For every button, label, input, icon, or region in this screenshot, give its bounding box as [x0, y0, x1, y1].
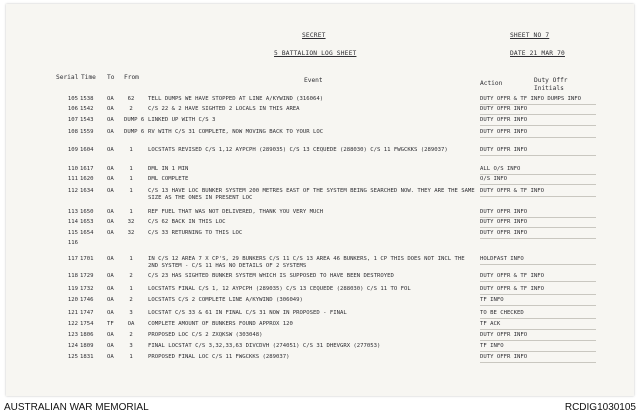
- archive-credit: AUSTRALIAN WAR MEMORIAL: [4, 402, 149, 413]
- time-cell: 1542: [80, 106, 94, 112]
- to-cell: OA: [107, 209, 114, 215]
- from-cell: 1: [129, 286, 133, 292]
- action-rule-line: [480, 362, 596, 363]
- serial-cell: 118: [67, 273, 78, 279]
- event-cell: LOCSTATS FINAL C/S 1, 12 AYPCPH (289035) C/S 13 CEQUEDE (288030) C/S 11 TO FOL: [148, 286, 411, 292]
- time-cell: 1701: [80, 256, 94, 262]
- to-cell: OA: [107, 106, 114, 112]
- action-rule-line: [480, 318, 596, 319]
- serial-cell: 106: [67, 106, 78, 112]
- to-cell: OA: [107, 230, 114, 236]
- serial-cell: 105: [67, 96, 78, 102]
- time-cell: 1754: [80, 321, 94, 327]
- action-cell: TO BE CHECKED: [480, 310, 524, 316]
- event-cell: COMPLETE AMOUNT OF BUNKERS FOUND APPROX 120: [148, 321, 293, 327]
- event-cell: LOCSTATS C/S 2 COMPLETE LINE A/KYWIND (306049): [148, 297, 303, 303]
- action-cell: DUTY OFFR & TF INFO: [480, 286, 544, 292]
- to-cell: OA: [107, 219, 114, 225]
- from-cell: 1: [129, 188, 133, 194]
- action-cell: ALL O/S INFO: [480, 166, 521, 172]
- time-cell: 1650: [80, 209, 94, 215]
- serial-cell: 119: [67, 286, 78, 292]
- action-cell: TF INFO: [480, 297, 504, 303]
- action-cell: TF INFO: [480, 343, 504, 349]
- time-cell: 1809: [80, 343, 94, 349]
- log-row: [6, 129, 634, 141]
- event-cell: C/S 62 BACK IN THIS LOC: [148, 219, 226, 225]
- to-cell: OA: [107, 297, 114, 303]
- time-cell: 1559: [80, 129, 94, 135]
- time-cell: 1654: [80, 230, 94, 236]
- classification-marking: SECRET: [302, 32, 326, 39]
- time-cell: 1746: [80, 297, 94, 303]
- to-cell: OA: [107, 273, 114, 279]
- action-cell: HOLDFAST INFO: [480, 256, 524, 262]
- document-id: RCDIG1030105: [564, 402, 636, 413]
- serial-cell: 117: [67, 256, 78, 262]
- column-header-duty-offr: Duty Offr: [534, 77, 568, 84]
- log-row: [6, 188, 634, 200]
- serial-cell: 120: [67, 297, 78, 303]
- to-cell: OA: [107, 332, 114, 338]
- event-cell: TELL DUMPS WE HAVE STOPPED AT LINE A/KYWIND (316064): [148, 96, 324, 102]
- event-cell: C/S 23 HAS SIGHTED BUNKER SYSTEM WHICH IS SUPPOSED TO HAVE BEEN DESTROYED: [148, 273, 394, 279]
- action-cell: DUTY OFFR INFO: [480, 106, 528, 112]
- action-cell: DUTY OFFR INFO: [480, 354, 528, 360]
- action-cell: DUTY OFFR INFO: [480, 209, 528, 215]
- event-cell: RV WITH C/S 31 COMPLETE, NOW MOVING BACK TO YOUR LOC: [148, 129, 324, 135]
- event-cell: C/S 33 RETURNING TO THIS LOC: [148, 230, 243, 236]
- event-cell: PROPOSED FINAL LOC C/S 11 FWGCKKS (289037): [148, 354, 290, 360]
- action-rule-line: [480, 104, 596, 105]
- event-cell: LOCSTATS REVISED C/S 1,12 AYPCPH (289035) C/S 13 CEQUEDE (288030) C/S 11 FWGCKKS (289037): [148, 147, 448, 153]
- time-cell: 1806: [80, 332, 94, 338]
- from-cell: DUMP 6: [124, 117, 145, 123]
- column-header-time: Time: [81, 74, 96, 81]
- serial-cell: 111: [67, 176, 78, 182]
- to-cell: TF: [107, 321, 114, 327]
- action-rule-line: [480, 184, 596, 185]
- serial-cell: 114: [67, 219, 78, 225]
- serial-cell: 113: [67, 209, 78, 215]
- time-cell: 1634: [80, 188, 94, 194]
- time-cell: 1653: [80, 219, 94, 225]
- action-cell: DUTY OFFR INFO: [480, 219, 528, 225]
- column-header-event: Event: [304, 77, 323, 84]
- action-rule-line: [480, 340, 596, 341]
- action-cell: DUTY OFFR & TF INFO DUMPS INFO: [480, 96, 582, 102]
- serial-cell: 116: [67, 240, 78, 246]
- action-cell: DUTY OFFR & TF INFO: [480, 188, 544, 194]
- from-cell: 1: [129, 209, 133, 215]
- log-row: [6, 273, 634, 285]
- action-rule-line: [480, 114, 596, 115]
- from-cell: 62: [127, 96, 135, 102]
- event-cell: REF FUEL THAT WAS NOT DELIVERED, THANK YOU VERY MUCH: [148, 209, 324, 215]
- serial-cell: 123: [67, 332, 78, 338]
- from-cell: 2: [129, 273, 133, 279]
- time-cell: 1543: [80, 117, 94, 123]
- from-cell: 2: [129, 332, 133, 338]
- action-rule-line: [480, 238, 596, 239]
- log-row: [6, 297, 634, 309]
- action-rule-line: [480, 227, 596, 228]
- action-rule-line: [480, 155, 596, 156]
- serial-cell: 108: [67, 129, 78, 135]
- serial-cell: 112: [67, 188, 78, 194]
- from-cell: 3: [129, 343, 133, 349]
- to-cell: OA: [107, 176, 114, 182]
- action-cell: DUTY OFFR INFO: [480, 230, 528, 236]
- time-cell: 1620: [80, 176, 94, 182]
- column-header-initials: Initials: [534, 85, 564, 92]
- serial-cell: 122: [67, 321, 78, 327]
- time-cell: 1747: [80, 310, 94, 316]
- to-cell: OA: [107, 147, 114, 153]
- column-header-to: To: [107, 74, 115, 81]
- serial-cell: 121: [67, 310, 78, 316]
- action-rule-line: [480, 305, 596, 306]
- event-cell: LOCSTAT C/S 33 & 61 IN FINAL C/S 31 NOW IN PROPOSED - FINAL: [148, 310, 347, 316]
- event-cell: DML IN 1 MIN: [148, 166, 189, 172]
- from-cell: 1: [129, 147, 133, 153]
- action-cell: O/S INFO: [480, 176, 507, 182]
- from-cell: 1: [129, 354, 133, 360]
- action-rule-line: [480, 264, 596, 265]
- event-cell: IN C/S 12 AREA 7 X CP'S, 29 BUNKERS C/S 11 C/S 13 AREA 46 BUNKERS, 1 CP THIS DOES NOT INCL THE 2ND SYSTEM - C/S 11 HAS NO DETAILS OF 2 SYSTEMS: [148, 256, 465, 269]
- action-rule-line: [480, 351, 596, 352]
- column-header-serial: Serial: [56, 74, 79, 81]
- log-row: [6, 147, 634, 159]
- action-rule-line: [480, 294, 596, 295]
- time-cell: 1617: [80, 166, 94, 172]
- log-row: [6, 176, 634, 188]
- time-cell: 1538: [80, 96, 94, 102]
- action-rule-line: [480, 174, 596, 175]
- from-cell: OA: [127, 321, 135, 327]
- action-rule-line: [480, 329, 596, 330]
- action-cell: DUTY OFFR INFO: [480, 332, 528, 338]
- from-cell: 3: [129, 310, 133, 316]
- from-cell: 2: [129, 297, 133, 303]
- event-cell: DML COMPLETE: [148, 176, 189, 182]
- to-cell: OA: [107, 117, 114, 123]
- log-row: [6, 117, 634, 129]
- to-cell: OA: [107, 96, 114, 102]
- event-cell: FINAL LOCSTAT C/S 3,32,33,63 DIVCDVH (274051) C/S 31 DHEVGRX (277053): [148, 343, 381, 349]
- to-cell: OA: [107, 286, 114, 292]
- log-row: [6, 354, 634, 366]
- action-rule-line: [480, 217, 596, 218]
- action-rule-line: [480, 281, 596, 282]
- sheet-title: 5 BATTALION LOG SHEET: [274, 50, 357, 57]
- action-rule-line: [480, 125, 596, 126]
- time-cell: 1604: [80, 147, 94, 153]
- to-cell: OA: [107, 343, 114, 349]
- column-header-from: From: [124, 74, 139, 81]
- serial-cell: 124: [67, 343, 78, 349]
- from-cell: 1: [129, 176, 133, 182]
- event-cell: C/S 22 & 2 HAVE SIGHTED 2 LOCALS IN THIS AREA: [148, 106, 300, 112]
- column-header-action: Action: [480, 80, 503, 87]
- action-rule-line: [480, 196, 596, 197]
- serial-cell: 115: [67, 230, 78, 236]
- time-cell: 1729: [80, 273, 94, 279]
- action-cell: DUTY OFFR & TF INFO: [480, 273, 544, 279]
- log-row: [6, 256, 634, 268]
- to-cell: OA: [107, 256, 114, 262]
- time-cell: 1831: [80, 354, 94, 360]
- serial-cell: 107: [67, 117, 78, 123]
- from-cell: 2: [129, 106, 133, 112]
- from-cell: 32: [127, 219, 135, 225]
- event-cell: PROPOSED LOC C/S 2 ZXQKSW (303048): [148, 332, 263, 338]
- from-cell: 32: [127, 230, 135, 236]
- from-cell: DUMP 6: [124, 129, 145, 135]
- serial-cell: 109: [67, 147, 78, 153]
- sheet-number: SHEET NO 7: [510, 32, 550, 39]
- action-rule-line: [480, 137, 596, 138]
- from-cell: 1: [129, 166, 133, 172]
- time-cell: 1732: [80, 286, 94, 292]
- action-cell: TF ACK: [480, 321, 501, 327]
- log-sheet: [6, 4, 634, 396]
- serial-cell: 125: [67, 354, 78, 360]
- to-cell: OA: [107, 188, 114, 194]
- event-cell: C/S 13 HAVE LOC BUNKER SYSTEM 200 METRES EAST OF THE SYSTEM BEING SEARCHED NOW. THEY ARE THE SAME SIZE AS THE ONES IN PRESENT LOC: [148, 188, 475, 201]
- serial-cell: 110: [67, 166, 78, 172]
- sheet-date: DATE 21 MAR 70: [510, 50, 565, 57]
- to-cell: OA: [107, 129, 114, 135]
- to-cell: OA: [107, 354, 114, 360]
- action-cell: DUTY OFFR INFO: [480, 147, 528, 153]
- to-cell: OA: [107, 166, 114, 172]
- to-cell: OA: [107, 310, 114, 316]
- action-cell: DUTY OFFR INFO: [480, 129, 528, 135]
- log-row: [6, 240, 634, 252]
- event-cell: LINKED UP WITH C/S 3: [148, 117, 216, 123]
- action-cell: DUTY OFFR INFO: [480, 117, 528, 123]
- from-cell: 1: [129, 256, 133, 262]
